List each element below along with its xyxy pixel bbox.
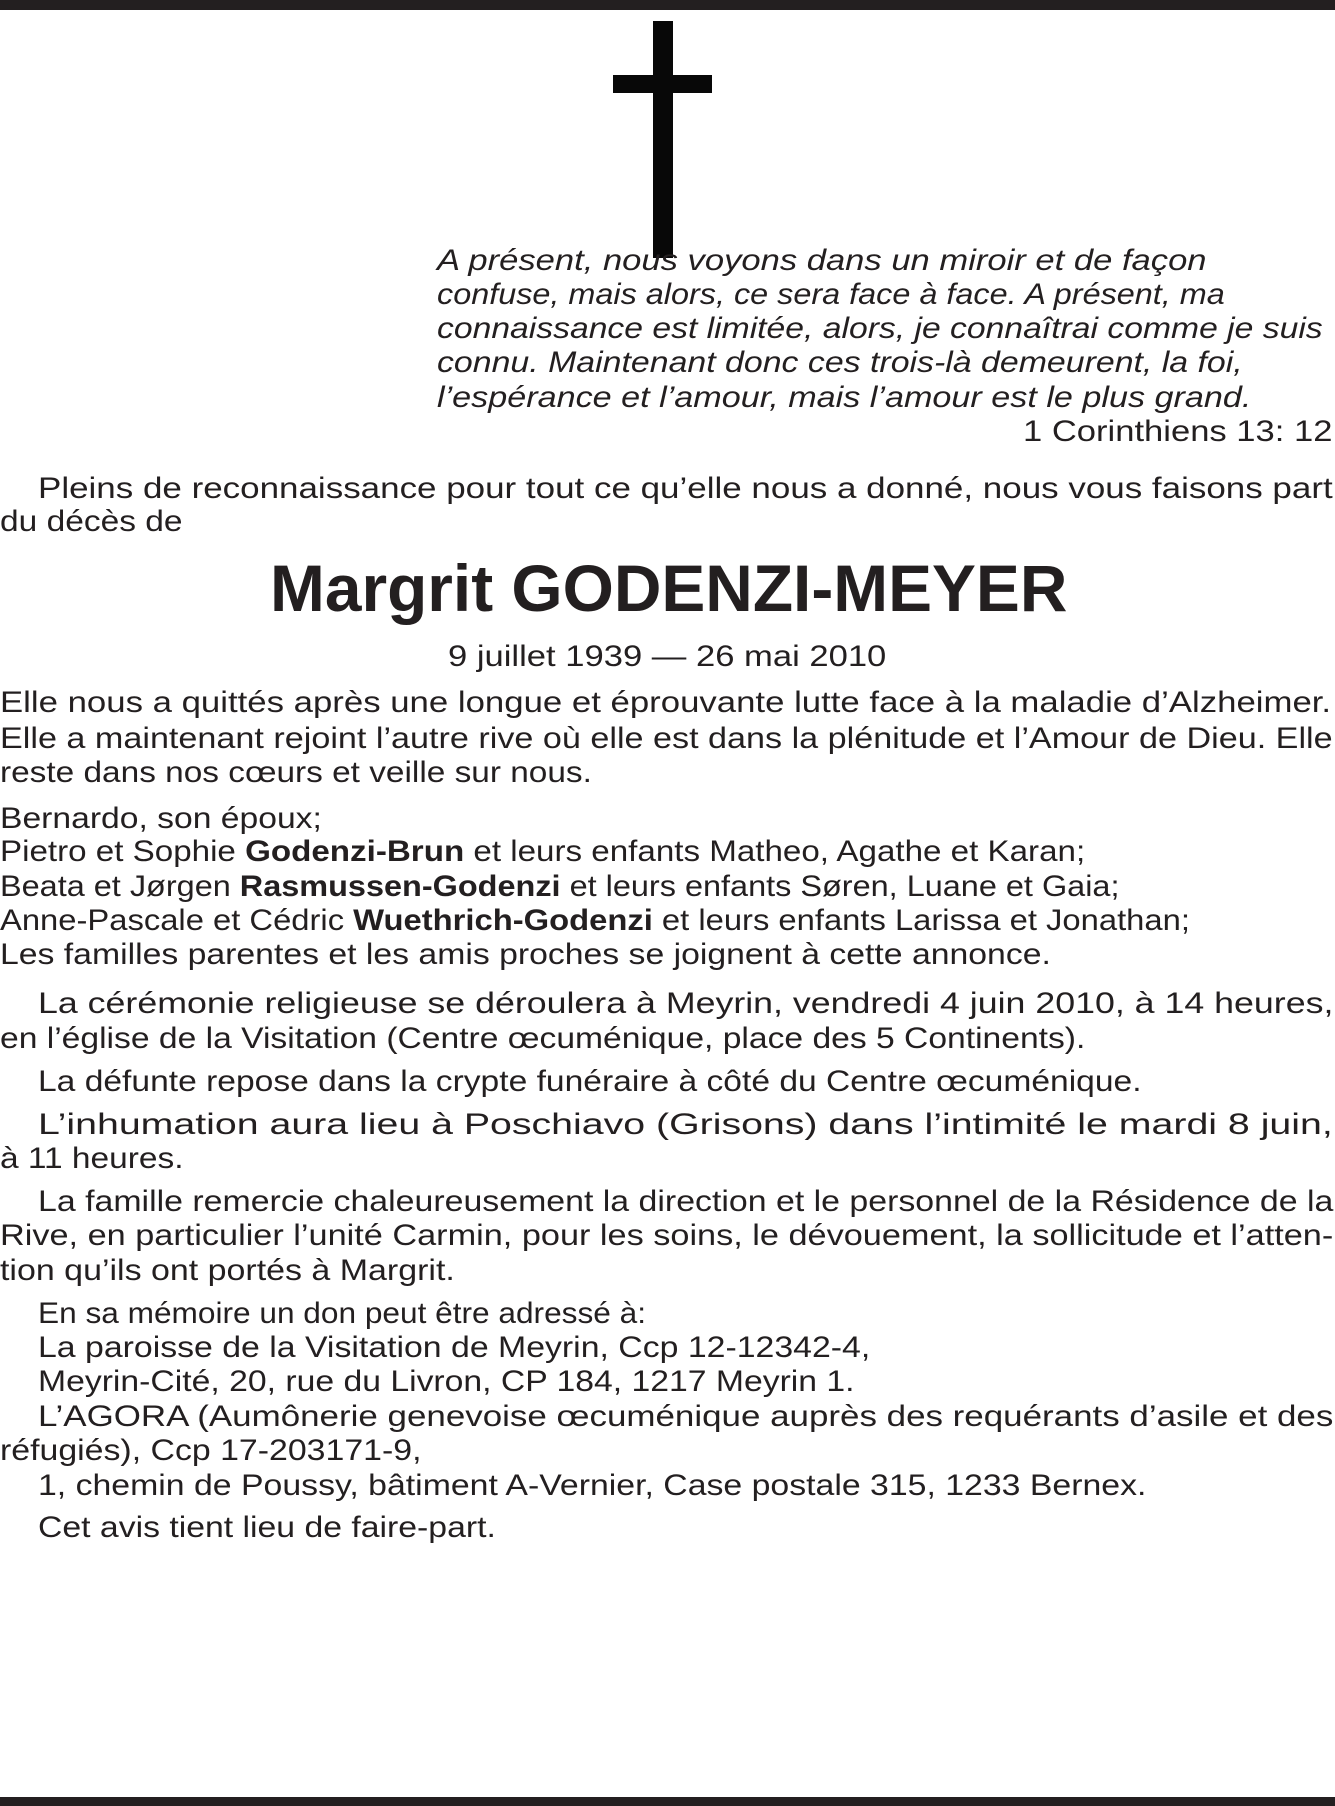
family-closing: Les familles parentes et les amis proches se joignent à cette annonce. <box>0 938 1051 971</box>
quote-line: confuse, mais alors, ce sera face à face. A présent, ma <box>437 278 1225 311</box>
rest-line: La défunte repose dans la crypte funéraire à côté du Centre œcuménique. <box>38 1065 1142 1098</box>
family-surname: Wuethrich-Godenzi <box>353 904 653 937</box>
burial-line: L’inhumation aura lieu à Poschiavo (Grisons) dans l’intimité le mardi 8 juin, <box>38 1108 1333 1141</box>
family-names: Anne-Pascale et Cédric <box>0 904 354 937</box>
thanks-line: La famille remercie chaleureusement la direction et le personnel de la Résidence de la <box>38 1185 1334 1218</box>
bottom-rule <box>0 1797 1335 1806</box>
family-surname: Rasmussen-Godenzi <box>239 870 561 903</box>
cross-vertical-beam <box>653 21 673 258</box>
life-dates: 9 juillet 1939 — 26 mai 2010 <box>448 640 887 673</box>
tribute-line: reste dans nos cœurs et veille sur nous. <box>0 756 592 789</box>
tribute-line: Elle nous a quittés après une longue et éprouvante lutte face à la maladie d’Alzheimer. <box>0 686 1332 719</box>
donation-line: Meyrin-Cité, 20, rue du Livron, CP 184, 1217 Meyrin 1. <box>38 1365 855 1398</box>
ceremony-line: La cérémonie religieuse se déroulera à Meyrin, vendredi 4 juin 2010, à 14 heures, <box>38 987 1334 1020</box>
quote-line: l’espérance et l’amour, mais l’amour est le plus grand. <box>437 381 1252 414</box>
family-names: Pietro et Sophie <box>0 835 246 868</box>
family-line <box>0 834 1085 870</box>
donation-line: 1, chemin de Poussy, bâtiment A-Vernier, Case postale 315, 1233 Bernex. <box>38 1469 1147 1502</box>
quote-line: connu. Maintenant donc ces trois-là demeurent, la foi, <box>437 346 1243 379</box>
donation-line: réfugiés), Ccp 17-203171-9, <box>0 1434 422 1467</box>
family-line <box>0 903 1190 939</box>
spouse-line: Bernardo, son époux; <box>0 802 322 835</box>
family-children: et leurs enfants Søren, Luane et Gaia; <box>560 870 1120 903</box>
burial-line: à 11 heures. <box>0 1142 184 1175</box>
intro-line: du décès de <box>0 505 183 538</box>
closing-note: Cet avis tient lieu de faire-part. <box>38 1511 496 1544</box>
family-children: et leurs enfants Matheo, Agathe et Karan; <box>464 835 1086 868</box>
quote-reference: 1 Corinthiens 13: 12 <box>1023 415 1333 448</box>
family-line <box>0 869 1119 905</box>
cross-horizontal-beam <box>613 75 712 93</box>
top-rule <box>0 0 1335 10</box>
deceased-name: Margrit GODENZI-MEYER <box>270 551 1068 625</box>
tribute-line: Elle a maintenant rejoint l’autre rive où elle est dans la plénitude et l’Amour de Dieu. Elle <box>0 722 1333 755</box>
donation-intro: En sa mémoire un don peut être adressé à: <box>38 1297 647 1330</box>
ceremony-line: en l’église de la Visitation (Centre œcuménique, place des 5 Continents). <box>0 1022 1086 1055</box>
family-names: Beata et Jørgen <box>0 870 240 903</box>
thanks-line: tion qu’ils ont portés à Margrit. <box>0 1254 455 1287</box>
thanks-line: Rive, en particulier l’unité Carmin, pour les soins, le dévouement, la sollicitude et l’atten- <box>0 1219 1334 1252</box>
family-surname: Godenzi-Brun <box>245 835 465 868</box>
quote-line: connaissance est limitée, alors, je connaîtrai comme je suis <box>437 312 1323 345</box>
quote-line: A présent, nous voyons dans un miroir et de façon <box>437 244 1207 277</box>
donation-line: La paroisse de la Visitation de Meyrin, Ccp 12-12342-4, <box>38 1331 871 1364</box>
intro-line: Pleins de reconnaissance pour tout ce qu’elle nous a donné, nous vous faisons part <box>38 472 1333 505</box>
donation-line: L’AGORA (Aumônerie genevoise œcuménique auprès des requérants d’asile et des <box>38 1400 1334 1433</box>
family-children: et leurs enfants Larissa et Jonathan; <box>652 904 1190 937</box>
